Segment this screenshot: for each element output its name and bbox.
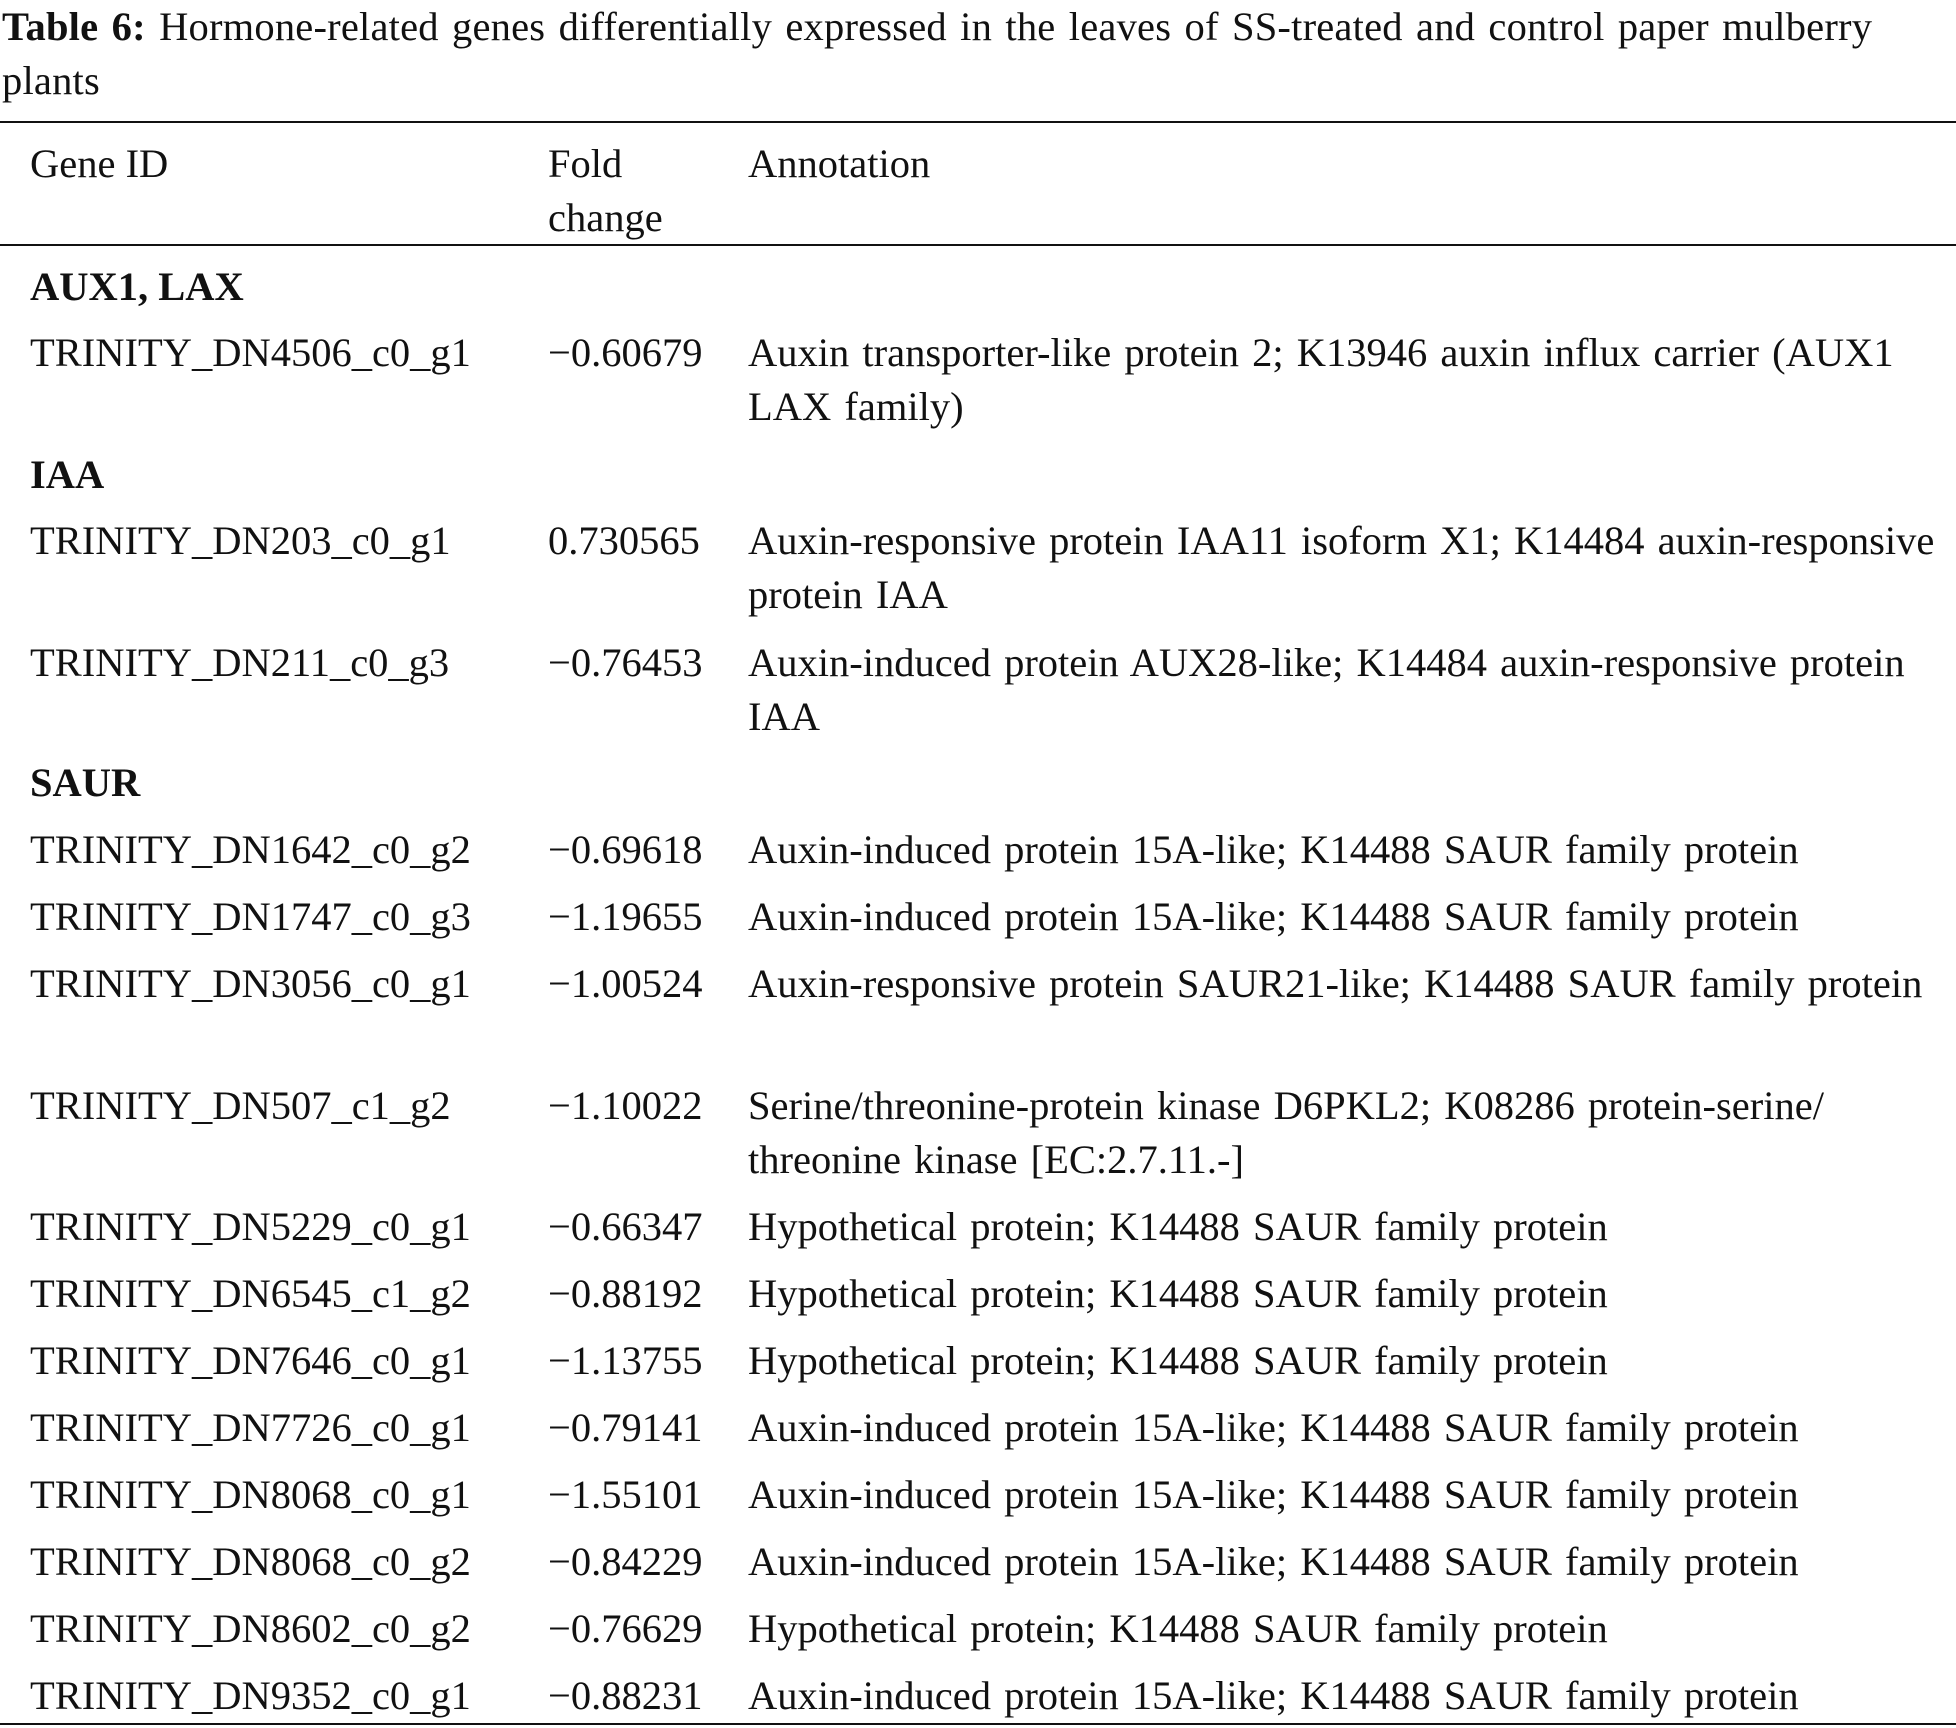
table-row-gene-id: TRINITY_DN5229_c0_g1 <box>30 1204 471 1249</box>
table-row-annotation: Hypothetical protein; K14488 SAUR family protein <box>748 1204 1608 1249</box>
table-row-fold-change: −0.79141 <box>548 1405 703 1450</box>
table-top-rule <box>0 121 1956 123</box>
caption-label: Table 6: <box>2 4 146 49</box>
table-row-gene-id: TRINITY_DN8068_c0_g2 <box>30 1539 471 1584</box>
table-row-annotation: Auxin-induced protein 15A-like; K14488 SAUR family protein <box>748 1405 1799 1450</box>
table-row-gene-id: TRINITY_DN3056_c0_g1 <box>30 961 471 1006</box>
table-row-annotation: Auxin-induced protein 15A-like; K14488 SAUR family protein <box>748 1673 1799 1718</box>
table-row-annotation: Hypothetical protein; K14488 SAUR family protein <box>748 1271 1608 1316</box>
table-row-gene-id: TRINITY_DN7646_c0_g1 <box>30 1338 471 1383</box>
table-row-fold-change: −0.88192 <box>548 1271 703 1316</box>
table-row-annotation: Auxin-induced protein 15A-like; K14488 SAUR family protein <box>748 827 1799 872</box>
header-fold-change-line2: change <box>548 195 663 240</box>
table-row-annotation: Hypothetical protein; K14488 SAUR family protein <box>748 1606 1608 1651</box>
group-heading-iaa: IAA <box>30 452 105 497</box>
table-row-fold-change: −0.84229 <box>548 1539 703 1584</box>
table-row-gene-id: TRINITY_DN1747_c0_g3 <box>30 894 471 939</box>
table-row-annotation: Auxin-responsive protein SAUR21-like; K14488 SAUR family protein <box>748 961 1923 1006</box>
table-row-gene-id: TRINITY_DN203_c0_g1 <box>30 518 451 563</box>
table-caption <box>2 0 1952 108</box>
table-row-fold-change: −1.10022 <box>548 1083 703 1128</box>
table-row-fold-change: 0.730565 <box>548 518 700 563</box>
header-annotation: Annotation <box>748 141 931 186</box>
table-row-annotation: Auxin transporter-like protein 2; K13946 auxin influx carrier (AUX1 LAX family) <box>748 330 1894 429</box>
header-gene-id: Gene ID <box>30 141 169 186</box>
table-row-annotation: Auxin-induced protein 15A-like; K14488 SAUR family protein <box>748 1472 1799 1517</box>
table-row-fold-change: −1.00524 <box>548 961 703 1006</box>
table-row-fold-change: −0.60679 <box>548 330 703 375</box>
header-bottom-rule <box>0 244 1956 246</box>
table-row-annotation: Auxin-responsive protein IAA11 isoform X1; K14484 auxin-responsive protein IAA <box>748 518 1935 617</box>
table-row-annotation: Auxin-induced protein AUX28-like; K14484 auxin-responsive protein IAA <box>748 640 1905 739</box>
table-row-fold-change: −1.55101 <box>548 1472 703 1517</box>
table-row-gene-id: TRINITY_DN211_c0_g3 <box>30 640 450 685</box>
table-row-annotation: Auxin-induced protein 15A-like; K14488 SAUR family protein <box>748 894 1799 939</box>
table-row-gene-id: TRINITY_DN8602_c0_g2 <box>30 1606 471 1651</box>
table-row-fold-change: −1.13755 <box>548 1338 703 1383</box>
table-row-gene-id: TRINITY_DN1642_c0_g2 <box>30 827 471 872</box>
table-row-annotation: Serine/threonine-protein kinase D6PKL2; K08286 protein-serine/ threonine kinase [EC:2.7.11.-] <box>748 1083 1824 1182</box>
table-row-annotation: Auxin-induced protein 15A-like; K14488 SAUR family protein <box>748 1539 1799 1584</box>
table-row-fold-change: −0.88231 <box>548 1673 703 1718</box>
table-row-fold-change: −0.66347 <box>548 1204 703 1249</box>
table-row-gene-id: TRINITY_DN8068_c0_g1 <box>30 1472 471 1517</box>
table-row-fold-change: −0.76453 <box>548 640 703 685</box>
table-row-annotation: Hypothetical protein; K14488 SAUR family protein <box>748 1338 1608 1383</box>
header-fold-change-line1: Fold <box>548 141 623 186</box>
table-row-fold-change: −1.19655 <box>548 894 703 939</box>
table-row-gene-id: TRINITY_DN7726_c0_g1 <box>30 1405 471 1450</box>
table-row-gene-id: TRINITY_DN6545_c1_g2 <box>30 1271 471 1316</box>
group-heading-aux1-lax: AUX1, LAX <box>30 264 244 309</box>
table-row-gene-id: TRINITY_DN9352_c0_g1 <box>30 1673 471 1718</box>
group-heading-saur: SAUR <box>30 760 141 805</box>
caption-text: Hormone-related genes differentially expressed in the leaves of SS-treated and control paper mulberry plants <box>2 4 1873 103</box>
table-row-gene-id: TRINITY_DN507_c1_g2 <box>30 1083 451 1128</box>
table-bottom-rule <box>0 1723 1956 1725</box>
table-row-gene-id: TRINITY_DN4506_c0_g1 <box>30 330 471 375</box>
table-row-fold-change: −0.76629 <box>548 1606 703 1651</box>
table-row-fold-change: −0.69618 <box>548 827 703 872</box>
